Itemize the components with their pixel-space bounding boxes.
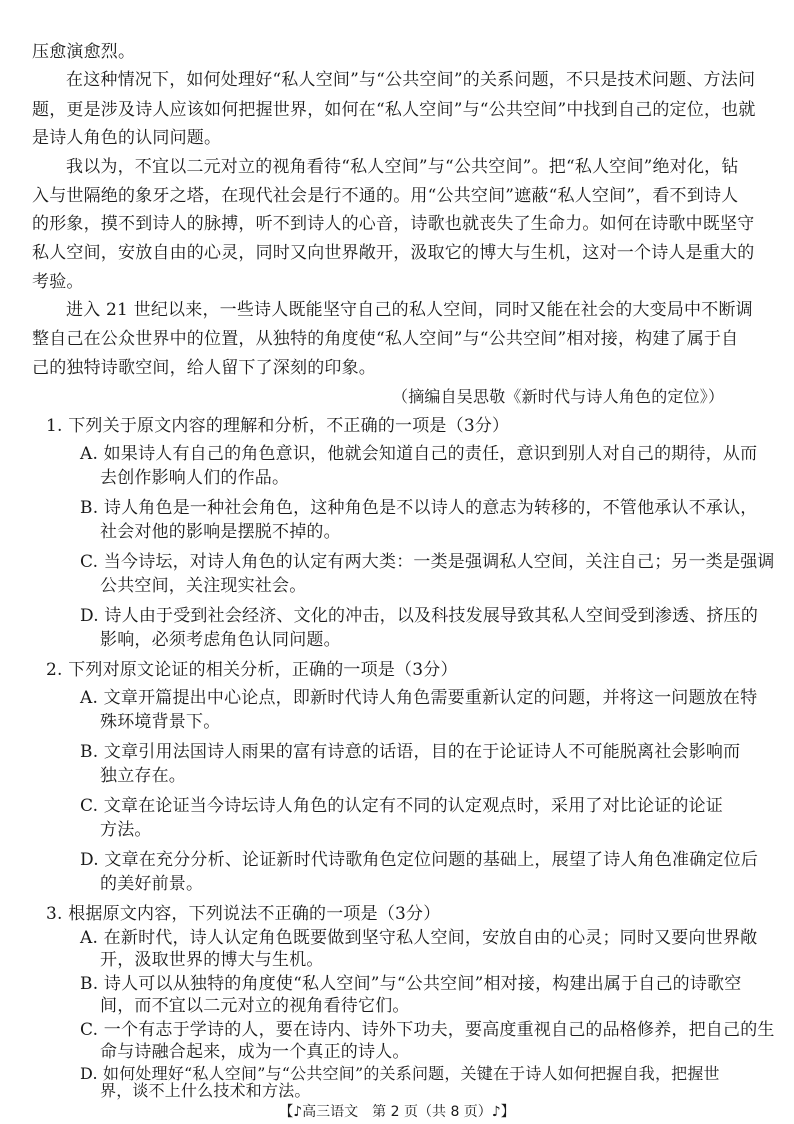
passage-line: 己的独特诗歌空间，给人留下了深刻的印象。 (32, 358, 376, 378)
q2-option-d: D. 文章在充分分析、论证新时代诗歌角色定位问题的基础上，展望了诗人角色准确定位后 (80, 850, 759, 870)
q1-option-a-cont: 去创作影响人们的作品。 (100, 468, 290, 488)
passage-line: 私人空间，安放自由的心灵，同时又向世界敞开，汲取它的博大与生机，这对一个诗人是重大的 (32, 243, 755, 263)
q1-option-a: A. 如果诗人有自己的角色意识，他就会知道自己的责任，意识到别人对自己的期待，从而 (80, 444, 758, 464)
passage-line: 整自己在公众世界中的位置，从独特的角度使“私人空间”与“公共空间”相对接，构建了属于自 (32, 329, 739, 349)
q1-option-d: D. 诗人由于受到社会经济、文化的冲击，以及科技发展导致其私人空间受到渗透、挤压的 (80, 606, 759, 626)
q1-option-c-cont: 公共空间，关注现实社会。 (100, 576, 307, 596)
q3-option-c-cont: 命与诗融合起来，成为一个真正的诗人。 (100, 1042, 410, 1062)
question-2-stem: 2. 下列对原文论证的相关分析，正确的一项是（3分） (46, 660, 458, 680)
passage-line: 考验。 (32, 272, 84, 292)
page-footer: 【♪高三语文 第 2 页（共 8 页）♪】 (279, 1104, 515, 1120)
passage-line: 压愈演愈烈。 (32, 42, 136, 62)
q2-option-c-cont: 方法。 (100, 820, 152, 840)
passage-line: 的形象，摸不到诗人的脉搏，听不到诗人的心音，诗歌也就丧失了生命力。如何在诗歌中既坚守 (32, 214, 755, 234)
q3-option-d-cont: 界，谈不上什么技术和方法。 (100, 1081, 311, 1100)
passage-source: （摘编自吴思敬《新时代与诗人角色的定位》） (392, 387, 725, 406)
q3-option-a-cont: 开，汲取世界的博大与生机。 (100, 950, 324, 970)
q1-option-b-cont: 社会对他的影响是摆脱不掉的。 (100, 522, 341, 542)
q3-option-c: C. 一个有志于学诗的人，要在诗内、诗外下功夫，要高度重视自己的品格修养，把自己的生 (80, 1020, 775, 1040)
question-1-stem: 1. 下列关于原文内容的理解和分析，不正确的一项是（3分） (46, 416, 510, 436)
passage-line: 在这种情况下，如何处理好“私人空间”与“公共空间”的关系问题，不只是技术问题、方法问 (66, 70, 756, 90)
q3-option-a: A. 在新时代，诗人认定角色既要做到坚守私人空间，安放自由的心灵；同时又要向世界敞 (80, 928, 758, 948)
q2-option-a-cont: 殊环境背景下。 (100, 712, 221, 732)
q2-option-b: B. 文章引用法国诗人雨果的富有诗意的话语，目的在于论证诗人不可能脱离社会影响而 (80, 742, 741, 762)
passage-line: 进入 21 世纪以来，一些诗人既能坚守自己的私人空间，同时又能在社会的大变局中不断调 (66, 300, 753, 320)
q1-option-b: B. 诗人角色是一种社会角色，这种角色是不以诗人的意志为转移的，不管他承认不承认， (80, 498, 758, 518)
q2-option-b-cont: 独立存在。 (100, 766, 186, 786)
question-3-stem: 3. 根据原文内容，下列说法不正确的一项是（3分） (46, 904, 441, 924)
q3-option-b: B. 诗人可以从独特的角度使“私人空间”与“公共空间”相对接，构建出属于自己的诗歌空 (80, 974, 742, 994)
q3-option-d: D. 如何处理好“私人空间”与“公共空间”的关系问题，关键在于诗人如何把握自我，把握世 (80, 1064, 720, 1083)
q1-option-c: C. 当今诗坛，对诗人角色的认定有两大类：一类是强调私人空间，关注自己；另一类是强调 (80, 552, 775, 572)
passage-line: 入与世隔绝的象牙之塔，在现代社会是行不通的。用“公共空间”遮蔽“私人空间”，看不到诗人 (32, 186, 739, 206)
passage-line: 题，更是涉及诗人应该如何把握世界，如何在“私人空间”与“公共空间”中找到自己的定位，也就 (32, 100, 756, 120)
q1-option-d-cont: 影响，必须考虑角色认同问题。 (100, 630, 341, 650)
passage-line: 是诗人角色的认同问题。 (32, 128, 222, 148)
q3-option-b-cont: 间，而不宜以二元对立的视角看待它们。 (100, 996, 410, 1016)
q2-option-c: C. 文章在论证当今诗坛诗人角色的认定有不同的认定观点时，采用了对比论证的论证 (80, 796, 724, 816)
passage-line: 我以为，不宜以二元对立的视角看待“私人空间”与“公共空间”。把“私人空间”绝对化，钻 (66, 157, 739, 177)
q2-option-a: A. 文章开篇提出中心论点，即新时代诗人角色需要重新认定的问题，并将这一问题放在特 (80, 688, 758, 708)
q2-option-d-cont: 的美好前景。 (100, 874, 204, 894)
